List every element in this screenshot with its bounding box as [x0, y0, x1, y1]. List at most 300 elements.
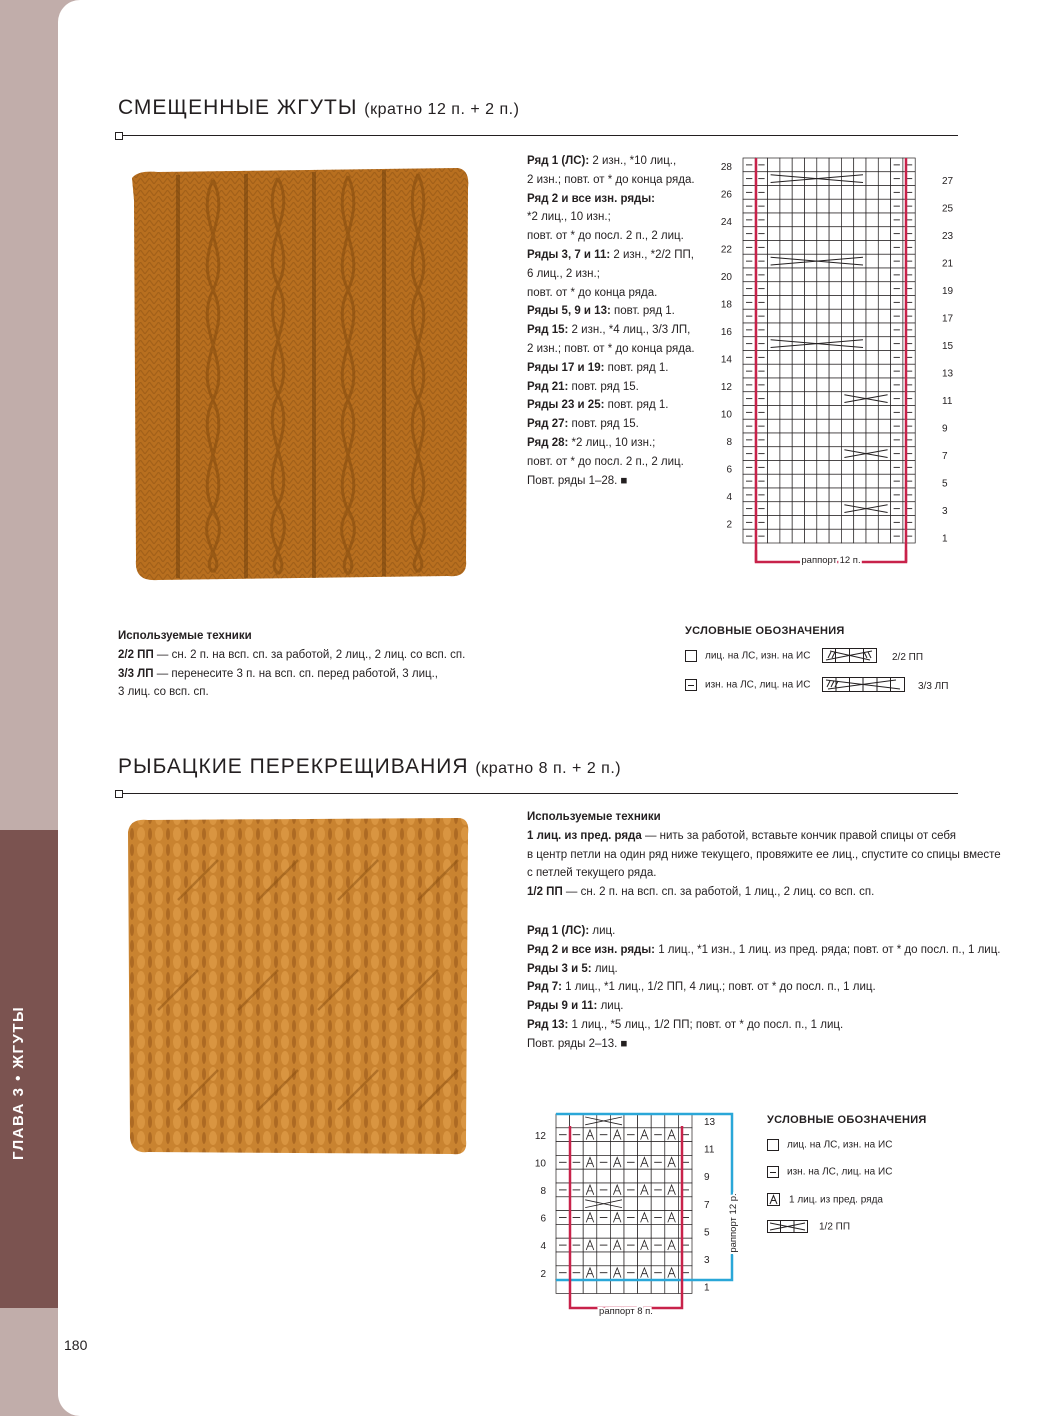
row-number: 1	[942, 533, 948, 545]
instruction-line	[527, 171, 695, 190]
chart-cell	[817, 488, 829, 502]
chart-cell	[866, 351, 878, 365]
chart-cell	[665, 1252, 679, 1266]
chart-cell	[841, 323, 853, 337]
chart-cell	[597, 1224, 611, 1238]
chart-cell	[854, 213, 866, 227]
instruction-line-text: 2 изн., *4 лиц., 3/3 ЛП,	[568, 324, 691, 337]
row-number: 4	[540, 1241, 546, 1253]
chart-cell	[878, 392, 890, 406]
chart-cell	[805, 268, 817, 282]
instruction-line-label: Ряд 2 и все изн. ряды:	[527, 943, 656, 956]
legend2-knit	[767, 1139, 892, 1151]
instruction-line	[527, 978, 1001, 997]
chart-cell	[780, 406, 792, 420]
chart-cell	[817, 213, 829, 227]
technique-line	[527, 864, 1001, 883]
technique-line-text: — сн. 2 п. на всп. сп. за работой, 2 лиц., 2 лиц. со всп. сп.	[153, 648, 466, 661]
chart-cell	[768, 199, 780, 213]
instruction-line	[527, 941, 1001, 960]
chart-cell	[597, 1252, 611, 1266]
chart-cell	[768, 529, 780, 543]
chart-cell	[792, 392, 804, 406]
chart-cell	[651, 1252, 665, 1266]
section1-title-text: СМЕЩЕННЫЕ ЖГУТЫ	[118, 96, 358, 119]
section1-title	[118, 96, 519, 120]
chart-cell	[792, 158, 804, 172]
instruction-line-label: Ряд 1 (ЛС):	[527, 925, 590, 937]
chart-cell	[780, 241, 792, 255]
chart-cell	[570, 1197, 584, 1211]
chart-cell	[792, 213, 804, 227]
chart-cell	[829, 213, 841, 227]
chart-cell	[841, 502, 853, 516]
instruction-line-text: Повт. ряды 2–13. ■	[527, 1037, 628, 1050]
chart-cell	[829, 364, 841, 378]
chart-cell	[841, 351, 853, 365]
chart-cell	[768, 461, 780, 475]
chart-cell	[854, 378, 866, 392]
instruction-line-label: Ряды 3 и 5:	[527, 962, 592, 975]
chart-cell	[610, 1224, 624, 1238]
chart-cell	[638, 1280, 652, 1294]
chart-cell	[841, 364, 853, 378]
chart-cell	[792, 406, 804, 420]
chart-cell	[583, 1114, 597, 1128]
instruction-line	[527, 246, 695, 265]
row-number: 25	[942, 203, 954, 215]
instruction-line-text: 2 изн.; повт. от * до конца ряда.	[527, 342, 695, 355]
chart-cell	[805, 529, 817, 543]
chart-cell	[624, 1197, 638, 1211]
chart-cell	[665, 1114, 679, 1128]
chart-cell	[854, 323, 866, 337]
chart-cell	[805, 488, 817, 502]
chart-cell	[829, 227, 841, 241]
chart-cell	[829, 392, 841, 406]
instruction-line-label: Ряд 28:	[527, 436, 569, 449]
cable-33-symbol-icon	[822, 677, 912, 695]
chart-cell	[841, 392, 853, 406]
chart-cell	[780, 268, 792, 282]
section2-techniques-title: Используемые техники	[527, 811, 661, 823]
row-number: 23	[942, 230, 954, 242]
chart-cell	[792, 268, 804, 282]
chart-cell	[780, 447, 792, 461]
section1-subtitle: (кратно 12 п. + 2 п.)	[364, 101, 520, 118]
cable-12-symbol-icon	[767, 1220, 811, 1234]
chart-cell	[829, 502, 841, 516]
instruction-line-text: 2 изн.; повт. от * до конца ряда.	[527, 173, 695, 186]
chart-cell	[854, 268, 866, 282]
row-number: 26	[720, 189, 732, 201]
chart-cell	[854, 516, 866, 530]
chart-cell	[805, 241, 817, 255]
row-number: 17	[942, 313, 954, 325]
chart-cell	[792, 296, 804, 310]
chart-cell	[878, 282, 890, 296]
chart-cell	[610, 1252, 624, 1266]
chart-cell	[624, 1142, 638, 1156]
section1-rule	[118, 135, 958, 136]
technique-line-text: — нить за работой, вставьте кончик правой спицы от себя	[641, 829, 956, 842]
chart-cell	[792, 378, 804, 392]
chart-cell	[624, 1252, 638, 1266]
legend1-knit-text: лиц. на ЛС, изн. на ИС	[705, 650, 811, 662]
row-number: 12	[720, 382, 732, 393]
legend2-knit-text: лиц. на ЛС, изн. на ИС	[787, 1139, 893, 1151]
chart-cell	[829, 433, 841, 447]
chart-cell	[841, 529, 853, 543]
chart-cell	[866, 296, 878, 310]
chart-cell	[829, 296, 841, 310]
technique-line-text: — сн. 2 п. на всп. сп. за работой, 1 лиц., 2 лиц. со всп. сп.	[562, 886, 875, 899]
chart-cell	[841, 433, 853, 447]
chart-cell	[638, 1169, 652, 1183]
chart-cell	[638, 1252, 652, 1266]
row-number: 7	[942, 450, 948, 462]
chart-cell	[805, 309, 817, 323]
chart-cell	[854, 158, 866, 172]
chart-cell	[854, 172, 866, 186]
chart-cell	[805, 378, 817, 392]
chart-cell	[829, 309, 841, 323]
instruction-line-text: повт. от * до конца ряда.	[527, 286, 658, 299]
chart-cell	[792, 488, 804, 502]
chart-cell	[768, 241, 780, 255]
chart-cell	[841, 158, 853, 172]
legend2-purl	[767, 1166, 892, 1178]
chart-cell	[780, 378, 792, 392]
chart-cell	[866, 254, 878, 268]
instruction-line-text: *2 лиц., 10 изн.;	[527, 211, 611, 224]
chart-cell	[678, 1197, 692, 1211]
row-number: 13	[704, 1117, 716, 1128]
chart-cell	[780, 419, 792, 433]
chart-cell	[878, 323, 890, 337]
chart-cell	[841, 186, 853, 200]
chart-cell	[854, 241, 866, 255]
chart-cell	[878, 516, 890, 530]
chart-cell	[792, 419, 804, 433]
purl-symbol-icon	[685, 679, 697, 691]
chart-cell	[817, 529, 829, 543]
instruction-line	[527, 453, 695, 472]
chart-cell	[866, 268, 878, 282]
instruction-line	[527, 396, 695, 415]
chart-cell	[817, 323, 829, 337]
legend1-purl	[685, 679, 810, 691]
row-number: 15	[942, 340, 954, 352]
chart-cell	[817, 419, 829, 433]
instruction-line-text: 2 изн., *10 лиц.,	[589, 155, 677, 167]
chart-cell	[805, 158, 817, 172]
chart-cell	[854, 337, 866, 351]
chart-cell	[805, 351, 817, 365]
chart-cell	[624, 1280, 638, 1294]
chart-cell	[678, 1224, 692, 1238]
instruction-line	[527, 208, 695, 227]
technique-line	[118, 665, 465, 684]
chart-cell	[805, 227, 817, 241]
chart-cell	[768, 186, 780, 200]
chart-cell	[768, 502, 780, 516]
chart-cell	[665, 1197, 679, 1211]
chart-cell	[829, 351, 841, 365]
chart-cell	[878, 227, 890, 241]
instruction-line-label: Ряд 7:	[527, 981, 562, 994]
chart-cell	[651, 1280, 665, 1294]
chart-cell	[768, 268, 780, 282]
chart-cell	[805, 461, 817, 475]
chart-cell	[780, 516, 792, 530]
chart-cell	[866, 158, 878, 172]
technique-line	[527, 827, 1001, 846]
chart-cell	[805, 213, 817, 227]
chart-cell	[841, 406, 853, 420]
chart-cell	[665, 1280, 679, 1294]
chart-cell	[805, 364, 817, 378]
section1-instructions	[527, 152, 695, 490]
chart-cell	[854, 227, 866, 241]
chart-cell	[854, 488, 866, 502]
chart-cell	[829, 447, 841, 461]
chart-cell	[780, 351, 792, 365]
section2-legend-title: УСЛОВНЫЕ ОБОЗНАЧЕНИЯ	[767, 1114, 927, 1126]
technique-line-text: 3 лиц. со всп. сп.	[118, 686, 209, 699]
chart-cell	[792, 516, 804, 530]
chart-cell	[817, 282, 829, 296]
technique-line	[118, 683, 465, 702]
chart-cell	[570, 1280, 584, 1294]
chart-cell	[768, 172, 780, 186]
chart-cell	[768, 254, 780, 268]
section1-techniques	[118, 627, 465, 702]
technique-line-label: 2/2 ПП	[118, 648, 154, 661]
section2-instructions	[527, 922, 1001, 1054]
chart-cell	[768, 378, 780, 392]
chart-cell	[866, 186, 878, 200]
row-number: 2	[726, 519, 732, 531]
chart-cell	[866, 378, 878, 392]
instruction-line-text: повт. ряд 15.	[568, 380, 639, 393]
instruction-line-text: Повт. ряды 1–28. ■	[527, 474, 628, 487]
row-number: 3	[942, 505, 948, 517]
chart-cell	[866, 406, 878, 420]
chart-cell	[583, 1252, 597, 1266]
row-number: 21	[942, 258, 954, 270]
chart-cell	[780, 392, 792, 406]
chart-cell	[866, 419, 878, 433]
knit-symbol-icon	[685, 650, 697, 662]
chart-cell	[780, 199, 792, 213]
chart-cell	[817, 186, 829, 200]
row-number: 5	[704, 1227, 710, 1239]
chart-cell	[768, 447, 780, 461]
chart-cell	[805, 433, 817, 447]
instruction-line	[527, 378, 695, 397]
chart-cell	[624, 1224, 638, 1238]
technique-line-label: 1 лиц. из пред. ряда	[527, 829, 642, 842]
instruction-line-label: Ряды 3, 7 и 11:	[527, 248, 611, 261]
section1-chart	[716, 150, 966, 570]
chart-cell	[878, 529, 890, 543]
chart-cell	[678, 1280, 692, 1294]
chart-cell	[866, 337, 878, 351]
row-number: 12	[534, 1130, 546, 1142]
chart-cell	[866, 199, 878, 213]
instruction-line-text: повт. ряд 1.	[604, 361, 669, 374]
chart-cell	[768, 488, 780, 502]
chart-cell	[878, 199, 890, 213]
chart-cell	[556, 1280, 570, 1294]
instruction-line-text: повт. от * до посл. 2 п., 2 лиц.	[527, 230, 684, 243]
chart-cell	[829, 406, 841, 420]
chart-cell	[866, 364, 878, 378]
chart-cell	[866, 172, 878, 186]
technique-line	[527, 846, 1001, 865]
chart-cell	[841, 378, 853, 392]
chart-cell	[792, 433, 804, 447]
instruction-line	[527, 284, 695, 303]
chart-cell	[878, 406, 890, 420]
instruction-line-text: *2 лиц., 10 изн.;	[568, 436, 656, 449]
chart-cell	[878, 186, 890, 200]
chart-cell	[817, 502, 829, 516]
row-number: 6	[726, 464, 732, 476]
row-number: 8	[726, 437, 732, 448]
chart-cell	[854, 296, 866, 310]
chart-cell	[792, 199, 804, 213]
chart-cell	[878, 461, 890, 475]
chart-cell	[866, 309, 878, 323]
technique-line-text: с петлей текущего ряда.	[527, 867, 657, 880]
chart-cell	[878, 241, 890, 255]
chart-cell	[610, 1169, 624, 1183]
chart-cell	[817, 364, 829, 378]
chart-cell	[805, 186, 817, 200]
instruction-line-text: 2 изн., *2/2 ПП,	[610, 248, 694, 261]
chart-cell	[841, 199, 853, 213]
chart-cell	[878, 309, 890, 323]
chart-cell	[610, 1197, 624, 1211]
chart-cell	[638, 1224, 652, 1238]
chart-cell	[878, 419, 890, 433]
chart-cell	[878, 364, 890, 378]
instruction-line-text: повт. ряд 1.	[610, 305, 675, 318]
instruction-line-label: Ряды 9 и 11:	[527, 1000, 598, 1013]
chart-cell	[570, 1224, 584, 1238]
chart-cell	[841, 488, 853, 502]
chart-cell	[651, 1197, 665, 1211]
chart-cell	[854, 351, 866, 365]
chart-cell	[768, 296, 780, 310]
chart-cell	[829, 268, 841, 282]
section2-techniques	[527, 808, 1001, 902]
row-number: 6	[540, 1213, 546, 1225]
instruction-line	[527, 227, 695, 246]
chart-cell	[817, 158, 829, 172]
chart-cell	[780, 254, 792, 268]
chart-cell	[583, 1197, 597, 1211]
chart-cell	[665, 1169, 679, 1183]
chart-cell	[817, 268, 829, 282]
chart-cell	[841, 282, 853, 296]
row-number: 8	[540, 1186, 546, 1197]
instruction-line-text: лиц.	[597, 1000, 624, 1013]
row-number: 3	[704, 1255, 710, 1266]
instruction-line-text: 1 лиц., *1 изн., 1 лиц. из пред. ряда; повт. от * до посл. п., 1 лиц.	[655, 943, 1001, 956]
instruction-line-text: повт. ряд 1.	[604, 399, 669, 412]
chart-cell	[638, 1114, 652, 1128]
chart-cell	[678, 1252, 692, 1266]
chart-cell	[878, 172, 890, 186]
instruction-line	[527, 1016, 1001, 1035]
chart-cell	[841, 172, 853, 186]
chart-cell	[805, 323, 817, 337]
instruction-line-text: лиц.	[591, 962, 618, 975]
chart-cell	[841, 227, 853, 241]
chart-cell	[878, 447, 890, 461]
chart-cell	[780, 337, 792, 351]
chart-cell	[792, 447, 804, 461]
chart-cell	[829, 337, 841, 351]
instruction-line-label: Ряды 5, 9 и 13:	[527, 305, 611, 318]
chart-cell	[829, 529, 841, 543]
chart-cell	[841, 213, 853, 227]
instruction-line	[527, 960, 1001, 979]
row-number: 27	[942, 175, 954, 187]
chart-cell	[610, 1114, 624, 1128]
chart-cell	[780, 364, 792, 378]
instruction-line	[527, 922, 1001, 941]
section1-techniques-title: Используемые техники	[118, 630, 252, 642]
chart-cell	[624, 1114, 638, 1128]
instruction-line-text: повт. от * до посл. 2 п., 2 лиц.	[527, 455, 684, 468]
chart-cell	[651, 1169, 665, 1183]
chart-cell	[556, 1114, 570, 1128]
row-number: 4	[726, 492, 732, 503]
instruction-line	[527, 1035, 1001, 1054]
chart-cell	[780, 282, 792, 296]
chart-cell	[792, 227, 804, 241]
chart-cell	[556, 1169, 570, 1183]
row-number: 19	[942, 285, 954, 297]
chart-cell	[829, 199, 841, 213]
chart-cell	[866, 461, 878, 475]
chart-cell	[805, 406, 817, 420]
chart-cell	[768, 406, 780, 420]
chart-cell	[638, 1197, 652, 1211]
chart-cell	[854, 309, 866, 323]
chart-cell	[780, 433, 792, 447]
chart-cell	[841, 268, 853, 282]
instruction-line-text: 6 лиц., 2 изн.;	[527, 267, 600, 280]
chart-cell	[878, 268, 890, 282]
section2-rule	[118, 793, 958, 794]
chart-cell	[829, 378, 841, 392]
instruction-line	[527, 434, 695, 453]
chart-cell	[768, 323, 780, 337]
chart-cell	[610, 1280, 624, 1294]
chart-cell	[556, 1197, 570, 1211]
chart-cell	[768, 474, 780, 488]
chart-cell	[610, 1142, 624, 1156]
chart-cell	[817, 199, 829, 213]
chart-cell	[780, 186, 792, 200]
row-number: 13	[942, 368, 954, 380]
chart-cell	[805, 419, 817, 433]
